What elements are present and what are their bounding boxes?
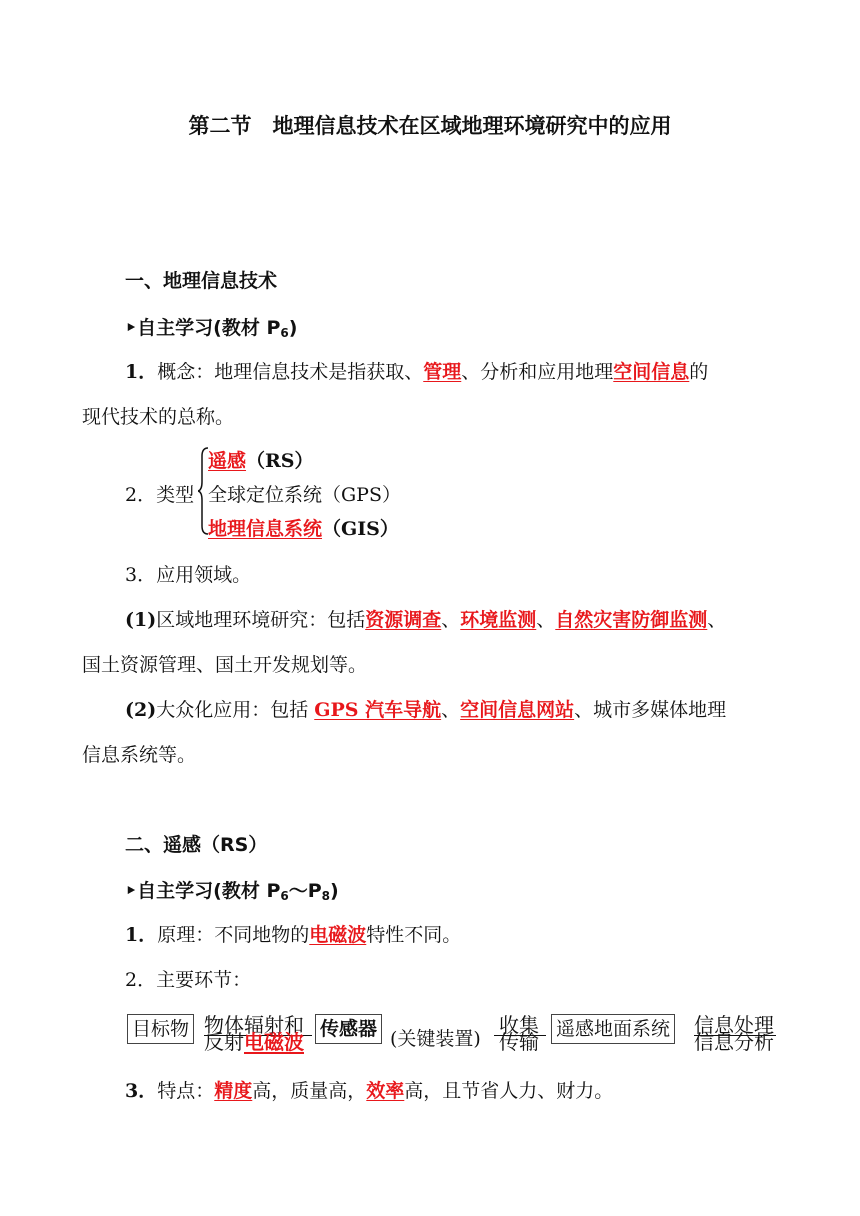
fields-p1-answer-2: 环境监测 (460, 609, 537, 631)
flow-arrow3-top: 信息处理 (694, 1013, 774, 1037)
features-answer-2: 效率 (366, 1080, 405, 1102)
concept-text-3: 的 (689, 361, 709, 383)
flow-box-ground-system: 遥感地面系统 (551, 1014, 675, 1044)
flow-arrow1-top: 物体辐射和 (204, 1013, 304, 1037)
features-text-1: 特点： (157, 1080, 215, 1102)
study2-mid: ～P (288, 880, 322, 902)
page-title: 第二节 地理信息技术在区域地理环境研究中的应用 (188, 114, 672, 138)
fields-label: 3．应用领域。 (125, 564, 252, 586)
type-item-rs (208, 446, 314, 473)
concept-number: 1． (125, 361, 158, 383)
features-line (125, 1076, 613, 1103)
concept-line-1 (125, 357, 708, 384)
section1-heading: 一、地理信息技术 (125, 270, 278, 292)
fields-p2-line-2: 信息系统等。 (82, 744, 197, 766)
type-gis-abbr: （GIS） (322, 518, 399, 540)
study-suffix: ) (288, 317, 298, 339)
fields-p2-answer-1: GPS 汽车导航 (314, 699, 442, 721)
fields-p1-text-2: 、 (441, 609, 461, 631)
fields-p2-answer-2: 空间信息网站 (460, 699, 575, 721)
fields-p1-answer-1: 资源调查 (365, 609, 442, 631)
fields-p1-text-4: 、 (707, 609, 727, 631)
principle-text-1: 原理：不同地物的 (157, 924, 310, 946)
flow-arrow2-bottom: 传输 (499, 1030, 539, 1054)
fields-p1-line-1 (125, 605, 726, 632)
study-prefix: ‣自主学习(教材 P (125, 317, 281, 339)
fields-p1-text-3: 、 (536, 609, 556, 631)
principle-text-2: 特性不同。 (366, 924, 462, 946)
features-text-2: 高，质量高， (252, 1080, 367, 1102)
type-item-gis (208, 514, 399, 541)
flow-sensor-note: (关键装置) (390, 1028, 481, 1050)
features-number: 3． (125, 1080, 158, 1102)
concept-answer-1: 管理 (423, 361, 462, 383)
principle-line (125, 920, 461, 947)
features-text-3: 高，且节省人力、财力。 (404, 1080, 614, 1102)
concept-text-1: 概念：地理信息技术是指获取、 (157, 361, 424, 383)
study2-sub-2: 8 (321, 889, 331, 903)
fields-p2-text-1: 大众化应用：包括 (156, 699, 315, 721)
fields-p2-text-2: 、 (441, 699, 461, 721)
fields-p2-line-1 (125, 695, 726, 722)
principle-answer: 电磁波 (309, 924, 367, 946)
study2-suffix: ) (330, 880, 339, 902)
type-item-gps: 全球定位系统（GPS） (208, 484, 401, 506)
fields-p2-number: (2) (125, 699, 157, 721)
fields-p1-text-1: 区域地理环境研究：包括 (156, 609, 366, 631)
fields-p1-line-2: 国土资源管理、国土开发规划等。 (82, 654, 368, 676)
type-gis-answer: 地理信息系统 (208, 518, 323, 540)
principle-number: 1． (125, 924, 158, 946)
type-rs-abbr: （RS） (246, 450, 314, 472)
flow-arrow2-top: 收集 (499, 1013, 539, 1037)
section1-study-note (125, 313, 297, 340)
study2-sub-1: 6 (280, 889, 289, 903)
flow-arrow1-bottom-answer: 电磁波 (244, 1030, 304, 1054)
section2-heading: 二、遥感（RS） (125, 834, 268, 856)
flow-box-target: 目标物 (127, 1014, 194, 1044)
study-page-sub: 6 (280, 326, 289, 340)
flow-box-sensor: 传感器 (315, 1014, 382, 1044)
fields-p1-number: (1) (125, 609, 157, 631)
steps-label: 2．主要环节： (125, 969, 252, 991)
fields-p2-text-3: 、城市多媒体地理 (574, 699, 727, 721)
study2-prefix: ‣自主学习(教材 P (125, 880, 281, 902)
concept-answer-2: 空间信息 (613, 361, 690, 383)
flow-arrow1-bottom (204, 1032, 304, 1052)
type-rs-answer: 遥感 (208, 450, 247, 472)
features-answer-1: 精度 (214, 1080, 253, 1102)
flow-arrow3-bottom: 信息分析 (694, 1030, 774, 1054)
section2-study-note (125, 876, 339, 903)
concept-line-2: 现代技术的总称。 (82, 406, 235, 428)
types-label: 2．类型 (125, 484, 195, 506)
concept-text-2: 、分析和应用地理 (461, 361, 614, 383)
flow-arrow1-bottom-text: 反射 (204, 1030, 244, 1054)
fields-p1-answer-3: 自然灾害防御监测 (555, 609, 708, 631)
